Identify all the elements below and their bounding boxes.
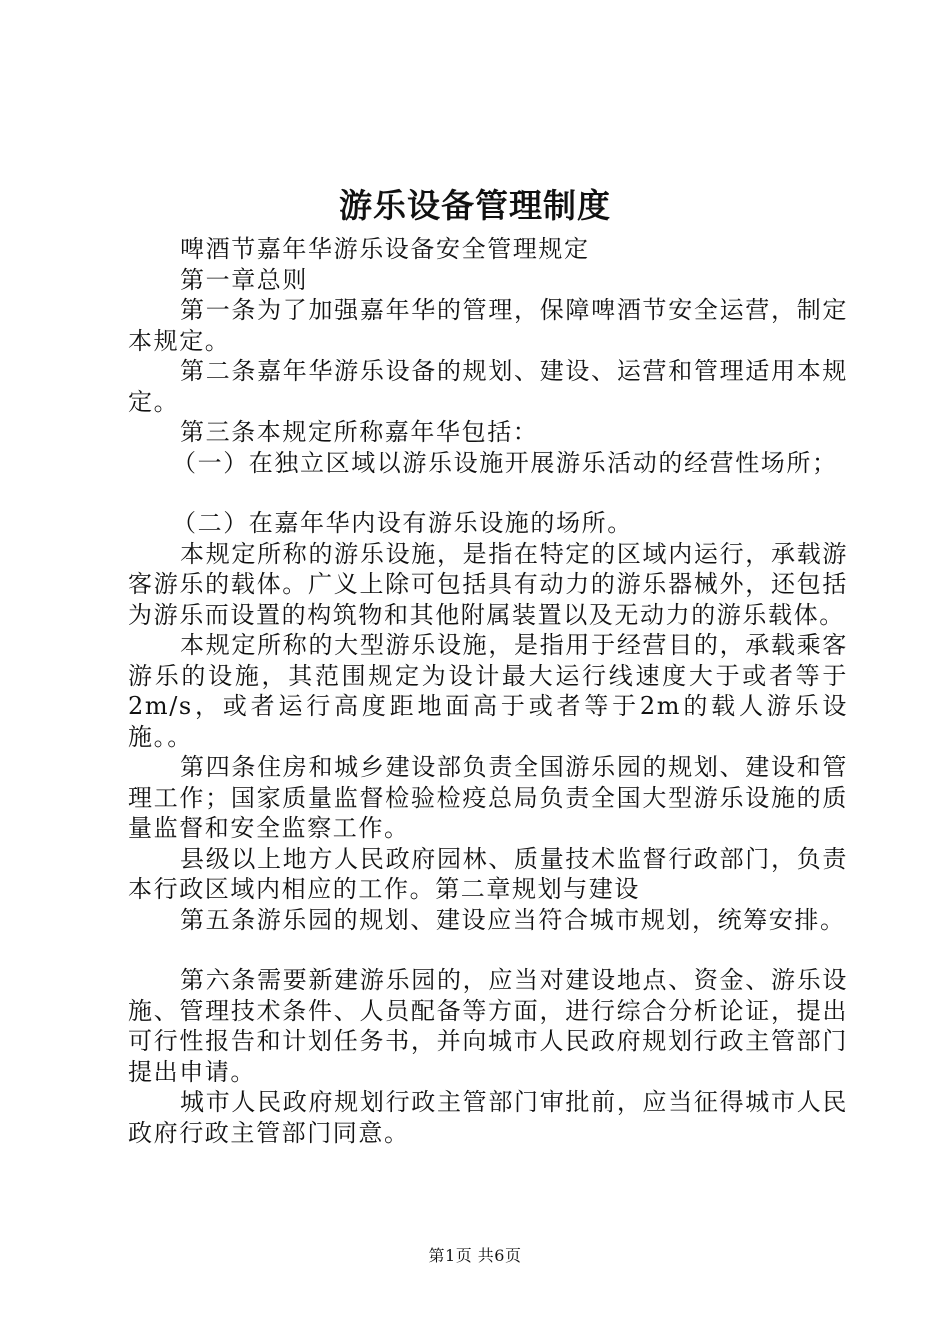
document-title: 游乐设备管理制度 <box>339 186 611 225</box>
paragraph-chapter-1: 第一章总则 <box>180 265 308 294</box>
paragraph-approval: 城市人民政府规划行政主管部门审批前，应当征得城市人民政府行政主管部门同意。 <box>128 1088 848 1147</box>
page-number-footer: 第1页 共6页 <box>428 1246 522 1265</box>
paragraph-article-4: 第四条住房和城乡建设部负责全国游乐园的规划、建设和管理工作；国家质量监督检验检疫总局负责全国大型游乐设施的质量监督和安全监察工作。 <box>128 753 848 842</box>
document-body <box>128 234 848 1148</box>
paragraph-article-2: 第二条嘉年华游乐设备的规划、建设、运营和管理适用本规定。 <box>128 357 848 416</box>
blank-line <box>128 935 848 965</box>
paragraph-article-5: 第五条游乐园的规划、建设应当符合城市规划，统筹安排。 <box>180 905 846 934</box>
paragraph-facilities-definition: 本规定所称的游乐设施，是指在特定的区域内运行，承载游客游乐的载体。广义上除可包括具有动力的游乐器械外，还包括为游乐而设置的构筑物和其他附属装置以及无动力的游乐载体。 <box>128 539 848 629</box>
paragraph-item-2: （二）在嘉年华内设有游乐设施的场所。 <box>172 509 633 537</box>
paragraph-article-6: 第六条需要新建游乐园的，应当对建设地点、资金、游乐设施、管理技术条件、人员配备等方面，进行综合分析论证，提出可行性报告和计划任务书，并向城市人民政府规划行政主管部门提出申请。 <box>128 966 848 1086</box>
paragraph-subtitle: 啤酒节嘉年华游乐设备安全管理规定 <box>180 235 590 263</box>
paragraph-local-government: 县级以上地方人民政府园林、质量技术监督行政部门，负责本行政区域内相应的工作。第二章规划与建设 <box>128 844 848 903</box>
blank-line <box>128 478 848 508</box>
paragraph-article-3: 第三条本规定所称嘉年华包括： <box>180 418 539 446</box>
paragraph-article-1: 第一条为了加强嘉年华的管理，保障啤酒节安全运营，制定本规定。 <box>128 296 848 355</box>
paragraph-item-1: （一）在独立区域以游乐设施开展游乐活动的经营性场所； <box>172 448 838 477</box>
paragraph-large-facilities-definition: 本规定所称的大型游乐设施，是指用于经营目的，承载乘客游乐的设施，其范围规定为设计最大运行线速度大于或者等于2m/s，或者运行高度距地面高于或者等于2m的载人游乐设施。。 <box>128 631 848 751</box>
